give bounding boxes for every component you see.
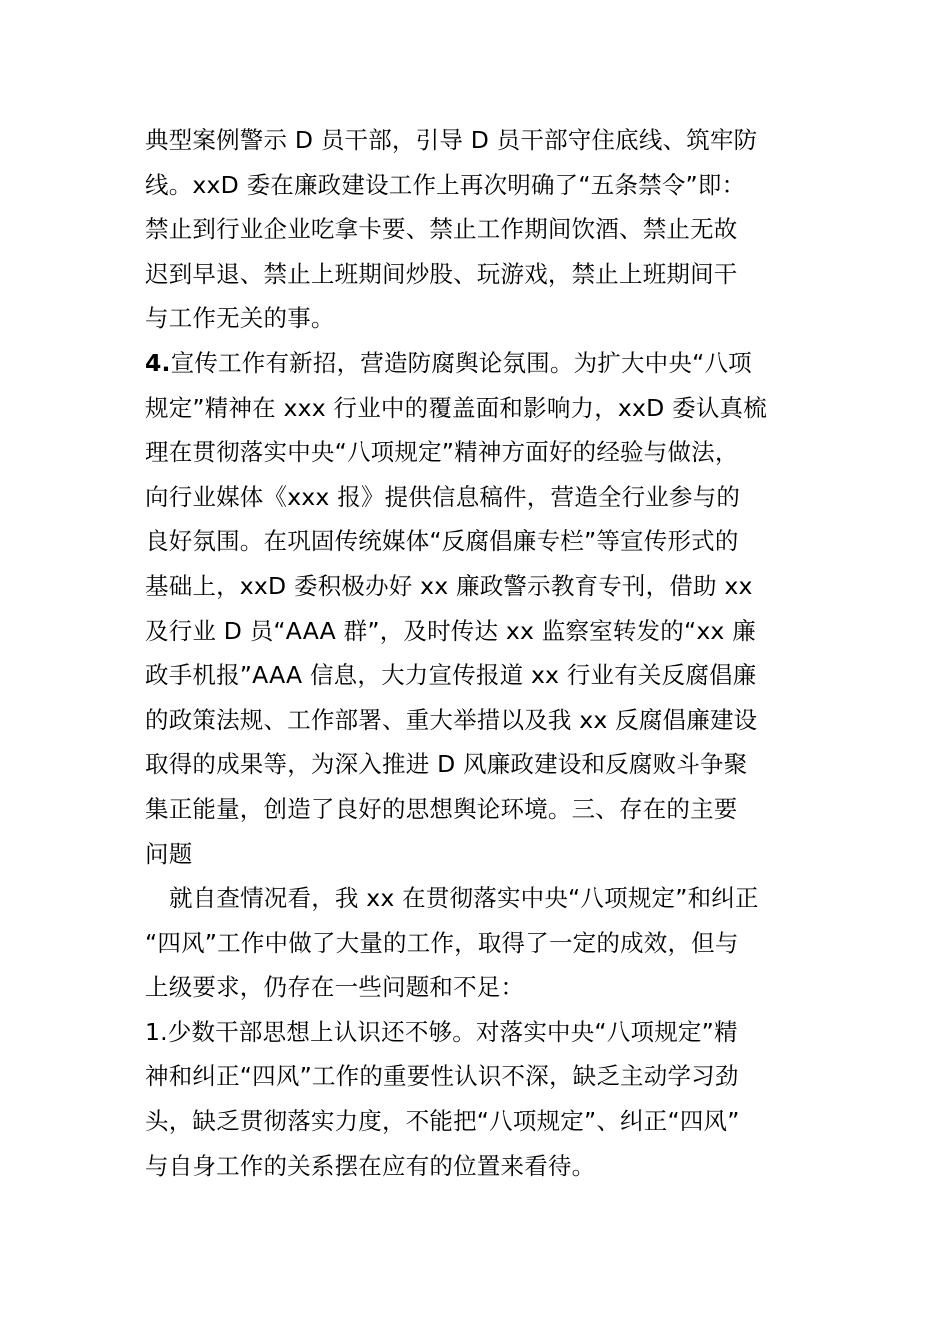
- text-line: 1.少数干部思想上认识还不够。对落实中央“八项规定”精: [145, 1017, 738, 1046]
- text-line: 良好氛围。在巩固传统媒体“反腐倡廉专栏”等宣传形式的: [145, 527, 739, 556]
- section-heading-text: 宣传工作有新招，营造防腐舆论氛围。为扩大中央“八项: [170, 348, 752, 377]
- text-line: “四风”工作中做了大量的工作，取得了一定的成效，但与: [145, 928, 739, 957]
- text-line: 禁止到行业企业吃拿卡要、禁止工作期间饮酒、禁止无故: [145, 215, 738, 244]
- text-line: 问题: [145, 839, 193, 868]
- text-line: 迟到早退、禁止上班期间炒股、玩游戏，禁止上班期间干: [145, 259, 738, 288]
- text-line: 向行业媒体《xxx 报》提供信息稿件，营造全行业参与的: [145, 482, 741, 511]
- text-line-indented: 就自查情况看，我 xx 在贯彻落实中央“八项规定”和纠正: [169, 884, 759, 913]
- text-line: 政手机报”AAA 信息，大力宣传报道 xx 行业有关反腐倡廉: [145, 661, 757, 690]
- text-line: 与工作无关的事。: [145, 304, 335, 333]
- text-line-section-4: [145, 341, 810, 386]
- text-line: 基础上，xxD 委积极办好 xx 廉政警示教育专刊，借助 xx: [145, 571, 753, 600]
- text-line: 神和纠正“四风”工作的重要性认识不深，缺乏主动学习劲: [145, 1062, 739, 1091]
- text-line: 典型案例警示 D 员干部，引导 D 员干部守住底线、筑牢防: [145, 126, 758, 154]
- text-line: 及行业 D 员“AAA 群”，及时传达 xx 监察室转发的“xx 廉: [145, 616, 756, 645]
- text-line: 与自身工作的关系摆在应有的位置来看待。: [145, 1151, 596, 1180]
- text-line: 集正能量，创造了良好的思想舆论环境。三、存在的主要: [145, 794, 738, 823]
- text-line: 理在贯彻落实中央“八项规定”精神方面好的经验与做法，: [145, 438, 739, 467]
- text-line: 规定”精神在 xxx 行业中的覆盖面和影响力，xxD 委认真梳: [145, 393, 767, 422]
- body-text: [145, 118, 810, 1188]
- text-line: 取得的成果等，为深入推进 D 风廉政建设和反腐败斗争聚: [145, 750, 748, 779]
- text-line: 线。xxD 委在廉政建设工作上再次明确了“五条禁令”即：: [145, 170, 746, 199]
- text-line: 的政策法规、工作部署、重大举措以及我 xx 反腐倡廉建设: [145, 705, 758, 734]
- text-line: 上级要求，仍存在一些问题和不足：: [145, 973, 525, 1002]
- section-number: 4.: [145, 348, 171, 377]
- text-line: 头，缺乏贯彻落实力度，不能把“八项规定”、纠正“四风”: [145, 1107, 740, 1136]
